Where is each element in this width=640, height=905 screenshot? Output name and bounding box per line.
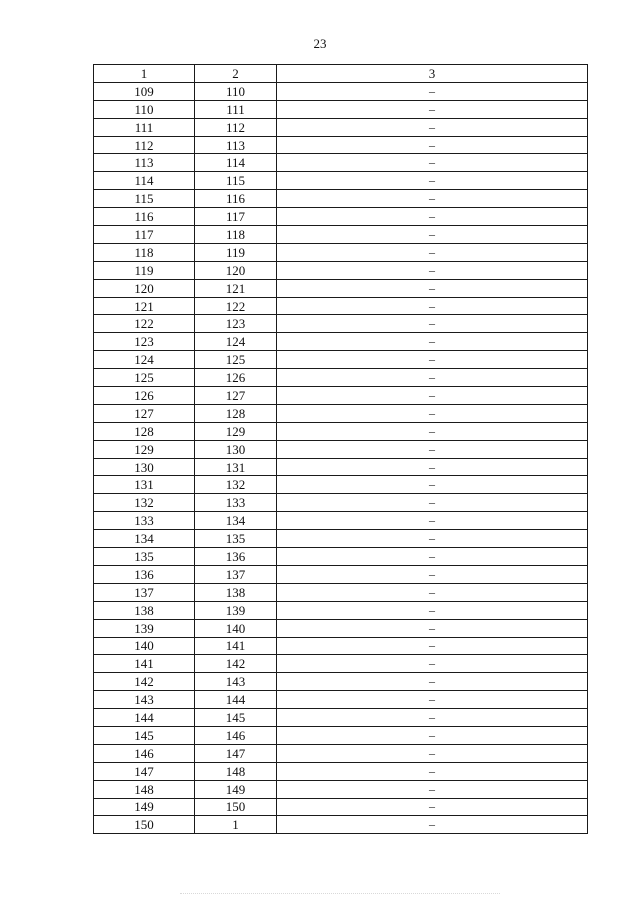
table-cell-col1: 117 [94, 226, 195, 244]
table-cell-col1: 145 [94, 726, 195, 744]
table-cell-col2: 113 [195, 136, 277, 154]
table-cell-col1: 110 [94, 100, 195, 118]
table-cell-col1: 130 [94, 458, 195, 476]
table-cell-col1: 127 [94, 404, 195, 422]
table-cell-col3: – [277, 261, 588, 279]
table-cell-col2: 142 [195, 655, 277, 673]
table-cell-col3: – [277, 315, 588, 333]
table-cell-col1: 115 [94, 190, 195, 208]
table-cell-col1: 141 [94, 655, 195, 673]
table-row [94, 673, 588, 691]
table-cell-col3: – [277, 243, 588, 261]
table-cell-col2: 120 [195, 261, 277, 279]
table-row [94, 82, 588, 100]
table-cell-col3: – [277, 530, 588, 548]
table-cell-col1: 143 [94, 691, 195, 709]
table-cell-col2: 138 [195, 583, 277, 601]
table-header-row [94, 65, 588, 83]
table-cell-col2: 115 [195, 172, 277, 190]
table-cell-col3: – [277, 369, 588, 387]
table-row [94, 816, 588, 834]
table-row [94, 190, 588, 208]
table-row [94, 261, 588, 279]
table-row [94, 780, 588, 798]
table-row [94, 315, 588, 333]
table-cell-col3: – [277, 136, 588, 154]
table-row [94, 637, 588, 655]
table-cell-col1: 139 [94, 619, 195, 637]
table-cell-col3: – [277, 691, 588, 709]
table-row [94, 118, 588, 136]
table-row [94, 655, 588, 673]
table-cell-col3: – [277, 637, 588, 655]
table-cell-col2: 137 [195, 565, 277, 583]
table-cell-col1: 119 [94, 261, 195, 279]
table-cell-col1: 138 [94, 601, 195, 619]
table-row [94, 583, 588, 601]
table-cell-col3: – [277, 476, 588, 494]
table-cell-col1: 120 [94, 279, 195, 297]
table-cell-col1: 144 [94, 709, 195, 727]
table-cell-col1: 133 [94, 512, 195, 530]
table-cell-col2: 118 [195, 226, 277, 244]
table-row [94, 726, 588, 744]
table-cell-col3: – [277, 118, 588, 136]
table-cell-col3: – [277, 798, 588, 816]
table-cell-col3: – [277, 82, 588, 100]
table-row [94, 440, 588, 458]
table-row [94, 619, 588, 637]
table-row [94, 691, 588, 709]
table-cell-col2: 111 [195, 100, 277, 118]
table-cell-col2: 140 [195, 619, 277, 637]
table-cell-col2: 130 [195, 440, 277, 458]
table-cell-col1: 125 [94, 369, 195, 387]
table-cell-col3: – [277, 726, 588, 744]
table-row [94, 333, 588, 351]
table-row [94, 136, 588, 154]
table-cell-col2: 134 [195, 512, 277, 530]
table-cell-col3: – [277, 297, 588, 315]
table-cell-col3: – [277, 172, 588, 190]
table-row [94, 458, 588, 476]
table-row [94, 601, 588, 619]
table-cell-col2: 128 [195, 404, 277, 422]
table-cell-col3: – [277, 565, 588, 583]
table-cell-col3: – [277, 190, 588, 208]
table-row [94, 279, 588, 297]
table-cell-col1: 142 [94, 673, 195, 691]
table-cell-col1: 131 [94, 476, 195, 494]
table-cell-col2: 150 [195, 798, 277, 816]
table-cell-col3: – [277, 762, 588, 780]
table-cell-col3: – [277, 208, 588, 226]
table-cell-col2: 141 [195, 637, 277, 655]
table-cell-col1: 109 [94, 82, 195, 100]
table-cell-col1: 137 [94, 583, 195, 601]
table-row [94, 100, 588, 118]
table-cell-col3: – [277, 387, 588, 405]
table-cell-col1: 116 [94, 208, 195, 226]
table-cell-col1: 136 [94, 565, 195, 583]
table-cell-col1: 134 [94, 530, 195, 548]
column-header-2: 2 [195, 65, 277, 83]
column-header-3: 3 [277, 65, 588, 83]
table-cell-col2: 112 [195, 118, 277, 136]
table-cell-col3: – [277, 404, 588, 422]
table-cell-col1: 118 [94, 243, 195, 261]
table-row [94, 154, 588, 172]
table-cell-col1: 149 [94, 798, 195, 816]
table-row [94, 387, 588, 405]
table-row [94, 709, 588, 727]
table-cell-col2: 117 [195, 208, 277, 226]
column-header-1: 1 [94, 65, 195, 83]
table-cell-col3: – [277, 154, 588, 172]
table-cell-col2: 149 [195, 780, 277, 798]
table-cell-col2: 116 [195, 190, 277, 208]
table-row [94, 476, 588, 494]
table-cell-col1: 114 [94, 172, 195, 190]
table-cell-col2: 114 [195, 154, 277, 172]
table-cell-col3: – [277, 816, 588, 834]
table-row [94, 351, 588, 369]
table-cell-col2: 132 [195, 476, 277, 494]
table-cell-col1: 132 [94, 494, 195, 512]
table-cell-col3: – [277, 512, 588, 530]
table-cell-col2: 147 [195, 744, 277, 762]
table-cell-col2: 133 [195, 494, 277, 512]
data-table [93, 64, 588, 834]
table-cell-col1: 129 [94, 440, 195, 458]
table-cell-col3: – [277, 601, 588, 619]
table-cell-col1: 148 [94, 780, 195, 798]
table-cell-col2: 126 [195, 369, 277, 387]
table-cell-col3: – [277, 673, 588, 691]
table-cell-col1: 111 [94, 118, 195, 136]
table-cell-col1: 140 [94, 637, 195, 655]
table-cell-col2: 145 [195, 709, 277, 727]
table-cell-col2: 148 [195, 762, 277, 780]
table-cell-col3: – [277, 583, 588, 601]
table-cell-col3: – [277, 709, 588, 727]
table-cell-col2: 110 [195, 82, 277, 100]
table-cell-col3: – [277, 780, 588, 798]
table-cell-col2: 124 [195, 333, 277, 351]
table-cell-col1: 150 [94, 816, 195, 834]
table-cell-col3: – [277, 333, 588, 351]
table-cell-col1: 135 [94, 548, 195, 566]
table-row [94, 422, 588, 440]
table-cell-col1: 122 [94, 315, 195, 333]
table-cell-col2: 135 [195, 530, 277, 548]
table-cell-col1: 147 [94, 762, 195, 780]
table-cell-col3: – [277, 619, 588, 637]
table-row [94, 512, 588, 530]
table-cell-col3: – [277, 494, 588, 512]
table-cell-col3: – [277, 351, 588, 369]
table-cell-col3: – [277, 226, 588, 244]
table-body [94, 82, 588, 833]
table-cell-col3: – [277, 548, 588, 566]
table-cell-col3: – [277, 655, 588, 673]
table-row [94, 494, 588, 512]
table-cell-col3: – [277, 440, 588, 458]
table-cell-col2: 144 [195, 691, 277, 709]
table-cell-col1: 126 [94, 387, 195, 405]
table-cell-col1: 146 [94, 744, 195, 762]
table-cell-col2: 123 [195, 315, 277, 333]
table-cell-col2: 119 [195, 243, 277, 261]
table-row [94, 744, 588, 762]
page-number: 23 [313, 36, 327, 51]
table-cell-col2: 143 [195, 673, 277, 691]
table-cell-col1: 112 [94, 136, 195, 154]
table-row [94, 530, 588, 548]
table-row [94, 762, 588, 780]
table-cell-col1: 123 [94, 333, 195, 351]
table-cell-col3: – [277, 279, 588, 297]
table-row [94, 798, 588, 816]
table-cell-col3: – [277, 744, 588, 762]
table-cell-col2: 129 [195, 422, 277, 440]
table-row [94, 208, 588, 226]
table-cell-col2: 121 [195, 279, 277, 297]
table-row [94, 226, 588, 244]
table-cell-col1: 121 [94, 297, 195, 315]
table-cell-col2: 136 [195, 548, 277, 566]
table-cell-col3: – [277, 100, 588, 118]
table-row [94, 243, 588, 261]
table-cell-col2: 131 [195, 458, 277, 476]
table-row [94, 297, 588, 315]
table-cell-col1: 124 [94, 351, 195, 369]
table-cell-col1: 128 [94, 422, 195, 440]
table-cell-col2: 127 [195, 387, 277, 405]
table-cell-col2: 125 [195, 351, 277, 369]
table-cell-col2: 1 [195, 816, 277, 834]
table-cell-col1: 113 [94, 154, 195, 172]
table-row [94, 369, 588, 387]
table-row [94, 548, 588, 566]
table-cell-col3: – [277, 458, 588, 476]
table-cell-col3: – [277, 422, 588, 440]
table-row [94, 172, 588, 190]
table-row [94, 565, 588, 583]
table-row [94, 404, 588, 422]
scan-artifact [180, 893, 500, 898]
table-cell-col2: 122 [195, 297, 277, 315]
table-cell-col2: 139 [195, 601, 277, 619]
table-cell-col2: 146 [195, 726, 277, 744]
